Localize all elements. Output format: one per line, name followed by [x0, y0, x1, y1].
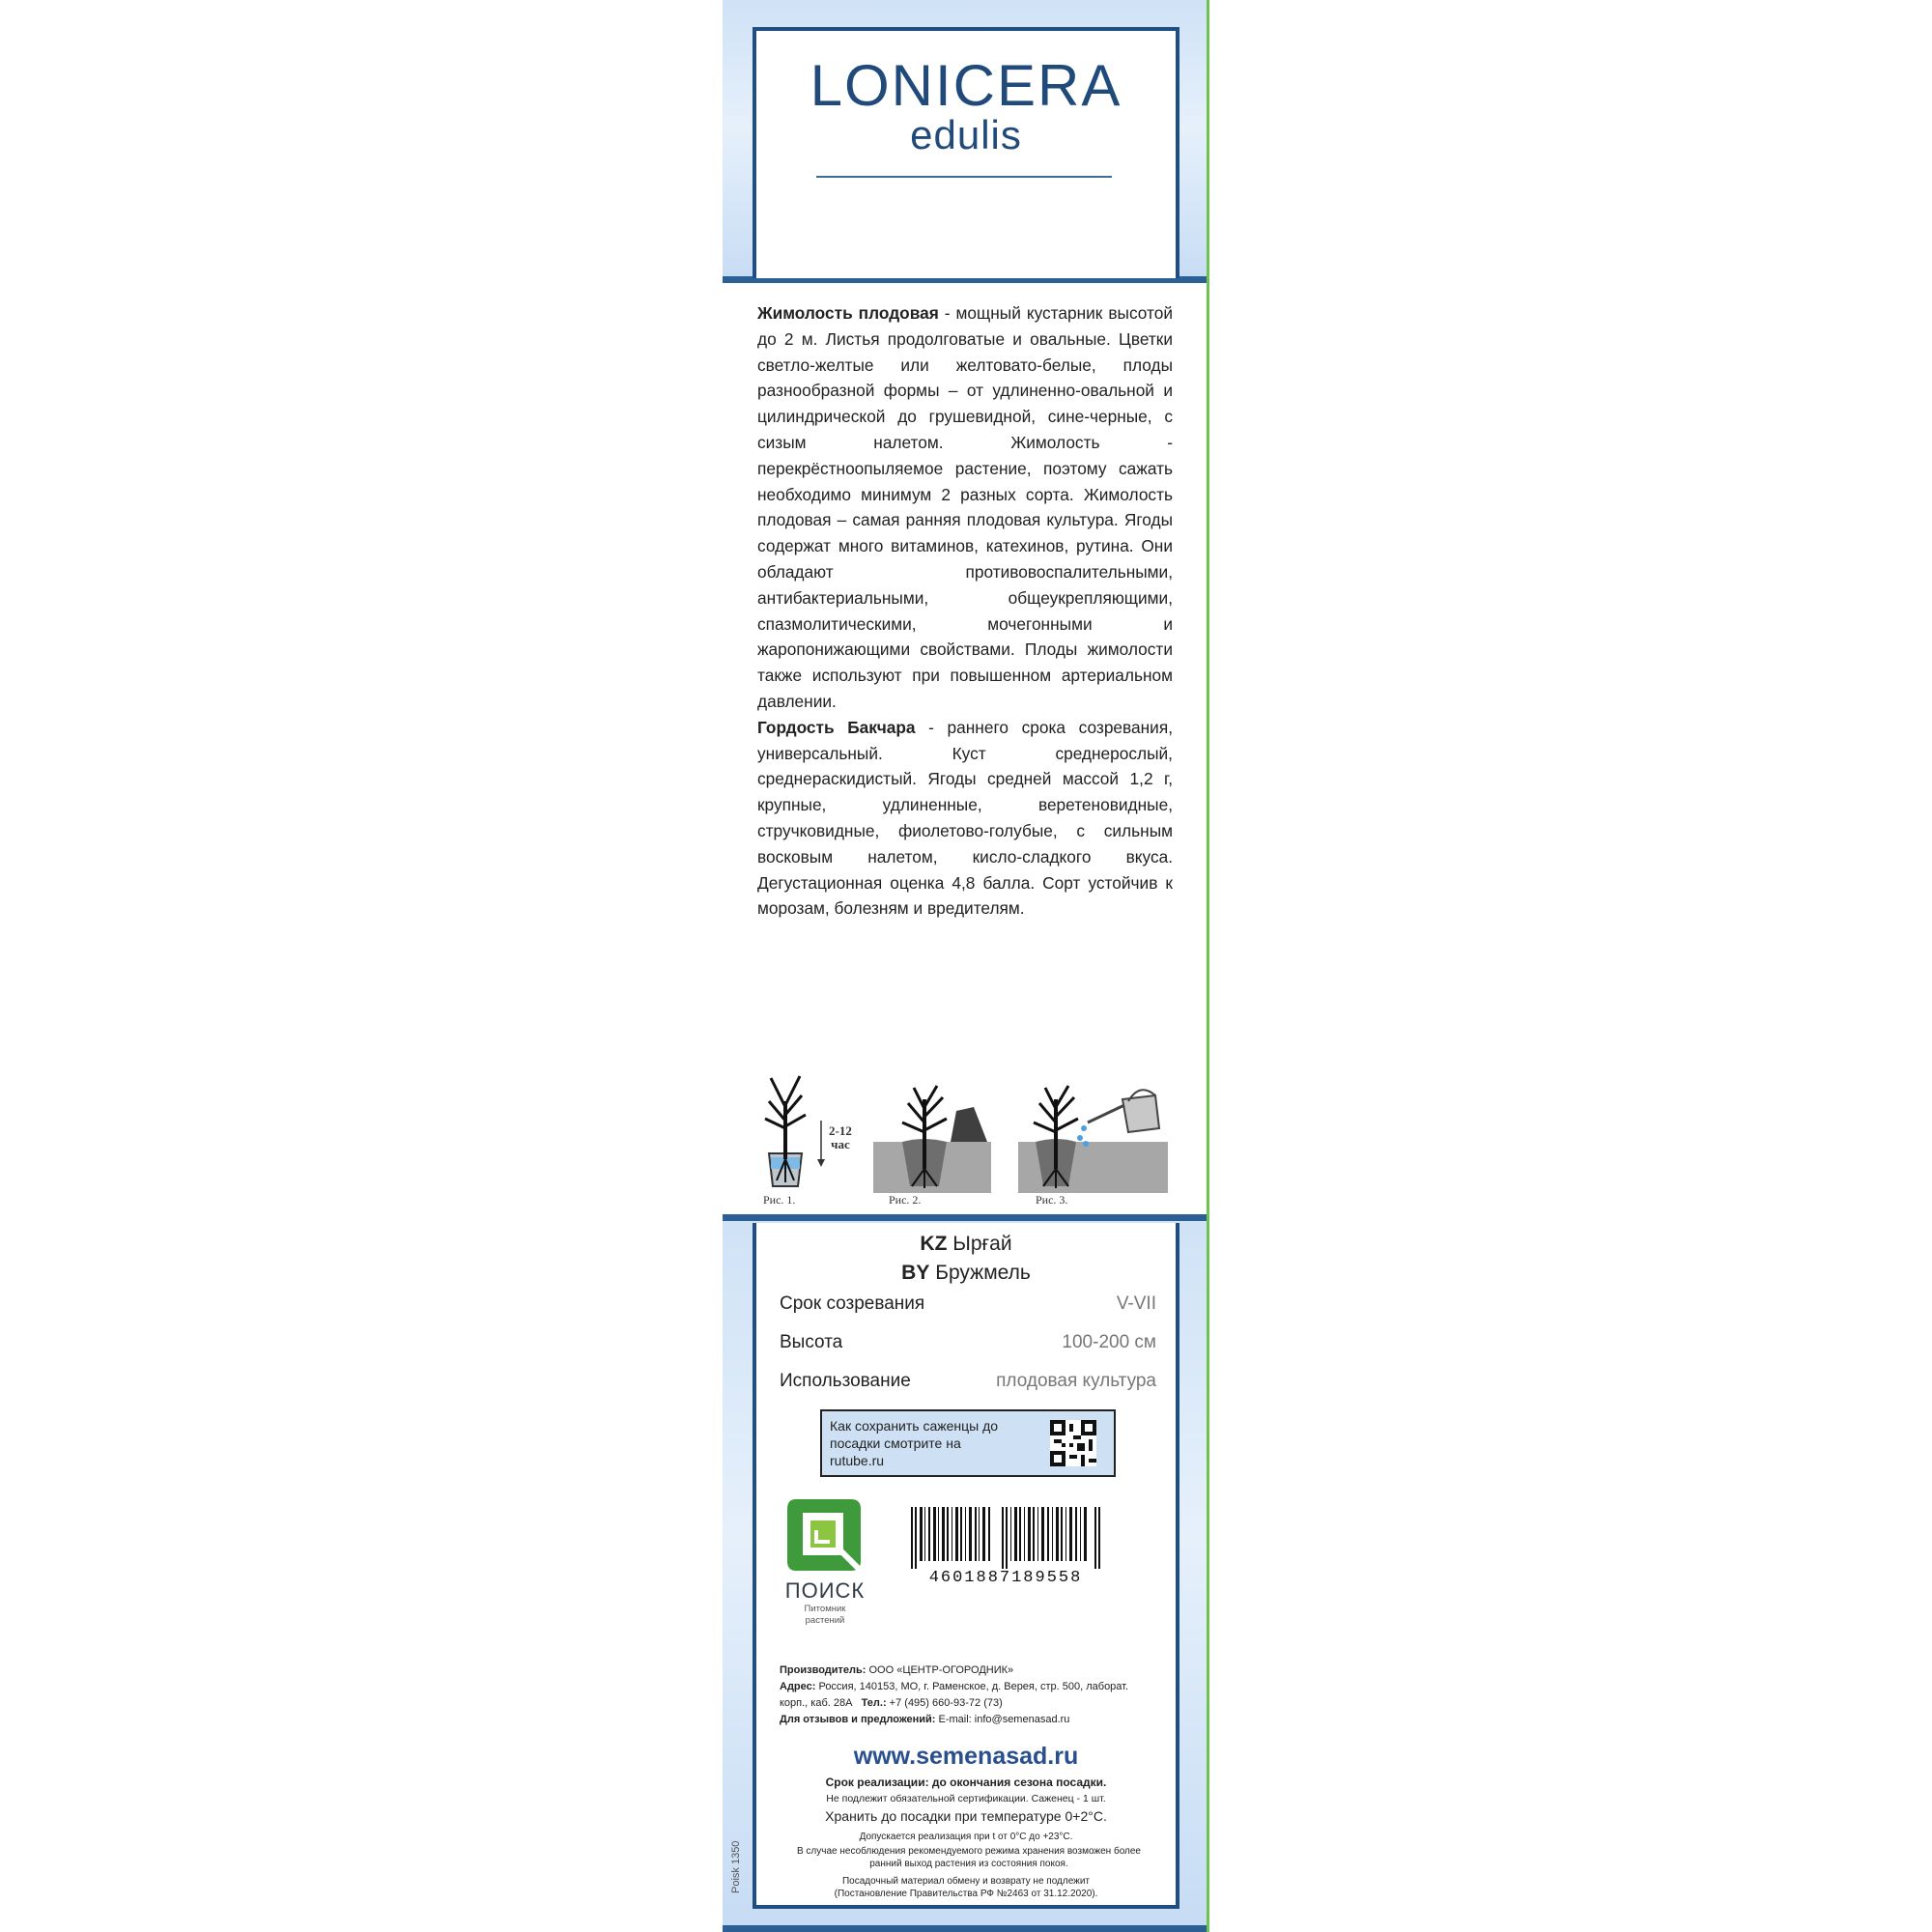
- producer-info: [780, 1662, 1147, 1728]
- by-code: BY: [901, 1262, 930, 1284]
- by-name-text: Бружмель: [929, 1262, 1031, 1284]
- description-paragraph-2: [757, 715, 1173, 922]
- qr-note: Как сохранить саженцы до посадки смотрите на rutube.ru: [830, 1418, 999, 1468]
- soak-time-range: 2-12: [829, 1123, 852, 1138]
- planting-illustrations: [757, 1072, 1173, 1193]
- phone-label: Тел.:: [861, 1697, 887, 1709]
- by-name: [756, 1262, 1176, 1285]
- soak-time-unit: час: [831, 1137, 850, 1151]
- spec-value: плодовая культура: [996, 1371, 1156, 1391]
- storage-warning: В случае несоблюдения рекомендуемого режима хранения возможен более ранний выход растения из состояния покоя.: [796, 1846, 1141, 1869]
- logo-sub-line-1: Питомник: [804, 1604, 846, 1614]
- description-text-1: - мощный кустарник высотой до 2 м. Листья продолговатые и овальные. Цветки светло-желтые или желтовато-белые, плоды разнообразной формы – от удлиненно-овальной и цилиндрической до грушевидной, сине-черные, с сизым налетом. Жимолость - перекрёстноопыляемое растение, поэтому сажать необходимо минимум 2 разных сорта. Жимолость плодовая – самая ранняя плодовая культура. Ягоды содержат много витаминов, катехинов, рутина. Они обладают противовоспалительными, антибактериальными, общеукрепляющими, спазмолитическими, мочегонными и жаропонижающими свойствами. Плоды жимолости также используют при повышенном артериальном давлении.: [757, 303, 1173, 711]
- kz-name: [756, 1233, 1176, 1256]
- storage-note: Хранить до посадки при температуре 0+2°С.: [825, 1808, 1107, 1824]
- barcode-bars: [909, 1507, 1102, 1569]
- feedback-line: [780, 1712, 1147, 1728]
- barcode-number: 4601887189558: [928, 1569, 1083, 1587]
- soak-time-label: [829, 1124, 852, 1151]
- certification-note: Не подлежит обязательной сертификации. Саженец - 1 шт.: [826, 1793, 1106, 1804]
- return-decree: (Постановление Правительства РФ №2463 от 31.12.2020).: [834, 1889, 1098, 1899]
- producer-label: Производитель:: [780, 1664, 867, 1676]
- qr-code-icon[interactable]: [1050, 1420, 1096, 1466]
- kz-name-text: Ырғай: [947, 1233, 1012, 1255]
- phone-value: +7 (495) 660-93-72 (73): [886, 1697, 1003, 1709]
- description-paragraph-1: [757, 300, 1173, 715]
- description: [757, 300, 1173, 922]
- title-card: [753, 27, 1179, 278]
- allowed-temp-note: Допускается реализация при t от 0°С до +23°С.: [859, 1832, 1073, 1842]
- fig-2-label: Рис. 2.: [889, 1193, 922, 1207]
- spec-label: Срок созревания: [780, 1293, 925, 1314]
- feedback-email[interactable]: E-mail: info@semenasad.ru: [935, 1714, 1070, 1725]
- planting-hole-icon: [873, 1086, 991, 1193]
- address-label: Адрес:: [780, 1681, 816, 1692]
- feedback-label: Для отзывов и предложений:: [780, 1714, 936, 1725]
- spec-label: Высота: [780, 1332, 843, 1352]
- bottom-edge-band: [723, 1925, 1207, 1932]
- spec-value: 100-200 см: [1062, 1332, 1156, 1352]
- producer-line: [780, 1662, 1147, 1679]
- info-card: [753, 1223, 1179, 1909]
- poisk-logo: [781, 1492, 868, 1636]
- package-label: [723, 0, 1209, 1932]
- address-line: [780, 1679, 1147, 1712]
- logo-sub-line-2: растений: [805, 1615, 845, 1626]
- side-code: Poisk 1350: [730, 1840, 742, 1893]
- website-link[interactable]: www.semenasad.ru: [853, 1743, 1079, 1770]
- logo-subtitle: [781, 1604, 868, 1627]
- logo-name: ПОИСК: [784, 1578, 866, 1603]
- bucket-soak-icon: [765, 1076, 825, 1186]
- spec-value: V-VII: [1116, 1293, 1156, 1314]
- planting-instructions: [757, 1072, 1173, 1217]
- latin-genus: LONICERA: [810, 53, 1122, 118]
- producer-value: ООО «ЦЕНТР-ОГОРОДНИК»: [866, 1664, 1014, 1676]
- divider-band-bottom: [723, 1214, 1207, 1221]
- spec-label: Использование: [780, 1371, 911, 1391]
- watering-icon: [1018, 1086, 1168, 1193]
- barcode: [909, 1507, 1102, 1594]
- kz-code: KZ: [920, 1233, 948, 1255]
- poisk-logo-icon: [781, 1492, 868, 1578]
- description-heading-2: Гордость Бакчара: [757, 717, 916, 737]
- latin-species: edulis: [910, 112, 1022, 157]
- fig-1-label: Рис. 1.: [763, 1193, 796, 1207]
- qr-info-box[interactable]: [820, 1409, 1116, 1477]
- address-value: Россия, 140153, МО, г. Раменское, д. Верея, стр. 500, лаборат. корп., каб. 28А: [780, 1681, 1129, 1709]
- description-heading-1: Жимолость плодовая: [757, 303, 939, 323]
- fig-3-label: Рис. 3.: [1036, 1193, 1068, 1207]
- description-text-2: - раннего срока созревания, универсальный. Куст среднерослый, среднераскидистый. Ягоды средней массой 1,2 г, крупные, удлиненные, веретеновидные, стручковидные, фиолетово-голубые, с сильным восковым налетом, кисло-сладкого вкуса. Дегустационная оценка 4,8 балла. Сорт устойчив к морозам, болезням и вредителям.: [757, 717, 1173, 919]
- sale-term: Срок реализации: до окончания сезона посадки.: [825, 1776, 1107, 1789]
- return-note: Посадочный материал обмену и возврату не подлежит: [841, 1876, 1091, 1887]
- title-underline: [816, 176, 1112, 178]
